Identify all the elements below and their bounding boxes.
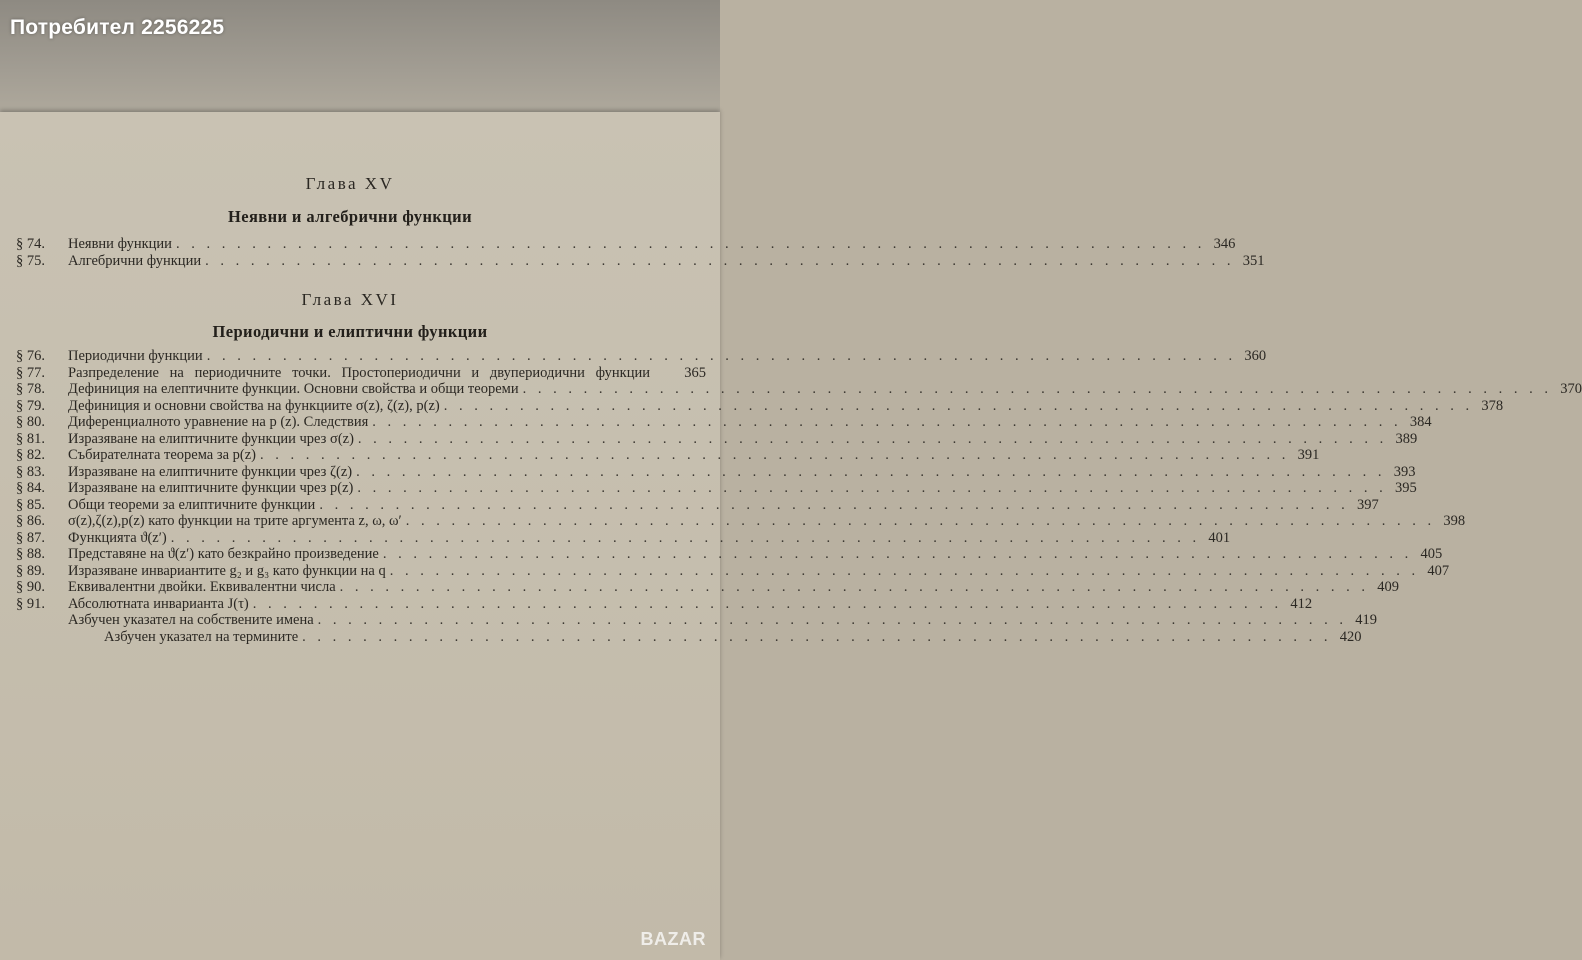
section-number: § 85. bbox=[16, 496, 45, 513]
page-number: 412 bbox=[1290, 595, 1313, 612]
section-title: Диференциалното уравнение на p (z). Следствия bbox=[68, 414, 369, 430]
leader-dots: . . . . . . . . . . . . . . . . . . . . . . . . . . . . . . . . . . . . . . . . . . . . . . . . . . . . . . . . . . . . . . . . . . . . bbox=[260, 447, 1290, 463]
section-title: Изразяване на елиптичните функции чрез σ(z) bbox=[68, 430, 354, 447]
leader-dots: . . . . . . . . . . . . . . . . . . . . . . . . . . . . . . . . . . . . . . . . . . . . . . . . . . . . . . . . . . . . . . . . . . . . bbox=[522, 381, 1552, 397]
book-page bbox=[0, 112, 1582, 960]
section-title: Общи теореми за елиптичните функции bbox=[68, 496, 316, 513]
page-number: 420 bbox=[1339, 628, 1362, 645]
page-number: 391 bbox=[1297, 447, 1320, 463]
leader-dots: . . . . . . . . . . . . . . . . . . . . . . . . . . . . . . . . . . . . . . . . . . . . . . . . . . . . . . . . . . . . . . . . . . . . bbox=[302, 628, 1332, 645]
section-number: § 80. bbox=[16, 414, 45, 430]
section-number: § 84. bbox=[16, 480, 45, 496]
section-title: Абсолютната инварианта J(τ) bbox=[68, 595, 249, 612]
chapter-16-subtitle: Периодични и елиптични функции bbox=[212, 322, 488, 341]
toc-entry bbox=[16, 447, 1320, 464]
leader-dots: . . . . . . . . . . . . . . . . . . . . . . . . . . . . . . . . . . . . . . . . . . . . . . . . . . . . . . . . . . . . . . . . . . . . bbox=[405, 513, 1436, 529]
page-number: 370 bbox=[1560, 381, 1582, 397]
toc-entry bbox=[16, 236, 1236, 253]
page-number: 389 bbox=[1395, 430, 1418, 447]
chapter-15-heading: Глава XV bbox=[305, 174, 395, 193]
site-logo: BAZAR bbox=[640, 929, 706, 949]
section-title: Събирателната теорема за p(z) bbox=[68, 447, 256, 463]
chapter-16-toc bbox=[16, 348, 1582, 645]
leader-dots: . . . . . . . . . . . . . . . . . . . . . . . . . . . . . . . . . . . . . . . . . . . . . . . . . . . . . . . . . . . . . . . . . . . . bbox=[175, 236, 1206, 252]
section-title: Изразяване на елиптичните функции чрез ζ(z) bbox=[68, 463, 353, 480]
page-number: 393 bbox=[1393, 463, 1416, 480]
leader-dots: . . . . . . . . . . . . . . . . . . . . . . . . . . . . . . . . . . . . . . . . . . . . . . . . . . . . . . . . . . . . . . . . . . . . bbox=[443, 397, 1474, 414]
section-number: § 89. bbox=[16, 562, 45, 579]
page-number: 360 bbox=[1244, 348, 1267, 364]
section-title: Представяне на ϑ(z′) като безкрайно произведение bbox=[68, 546, 379, 562]
page-number: 397 bbox=[1356, 496, 1379, 513]
leader-dots: . . . . . . . . . . . . . . . . . . . . . . . . . . . . . . . . . . . . . . . . . . . . . . . . . . . . . . . . . . . . . . . . . . . . bbox=[382, 546, 1413, 562]
section-number: § 79. bbox=[16, 397, 45, 414]
leader-dots: . . . . . . . . . . . . . . . . . . . . . . . . . . . . . . . . . . . . . . . . . . . . . . . . . . . . . . . . . . . . . . . . . . . . bbox=[252, 595, 1283, 612]
toc-entry bbox=[16, 562, 1450, 580]
chapter-16-heading: Глава XVI bbox=[301, 290, 399, 309]
toc-entry bbox=[16, 579, 1400, 596]
section-title: Неявни функции bbox=[68, 236, 172, 252]
leader-dots: . . . . . . . . . . . . . . . . . . . . . . . . . . . . . . . . . . . . . . . . . . . . . . . . . . . . . . . . . . . . . . . . . . . . bbox=[170, 529, 1201, 546]
section-title: Периодични функции bbox=[68, 348, 203, 364]
page-number: 398 bbox=[1443, 513, 1466, 529]
section-number: § 81. bbox=[16, 430, 45, 447]
section-number: § 77. bbox=[16, 364, 45, 381]
page-number: 351 bbox=[1242, 252, 1265, 269]
page-number: 405 bbox=[1420, 546, 1443, 562]
toc-entry bbox=[16, 496, 1379, 514]
user-watermark: Потребител 2256225 bbox=[10, 16, 225, 39]
section-title: Дефиниция на елептичните функции. Основни свойства и общи теореми bbox=[68, 381, 519, 397]
toc-entry bbox=[16, 252, 1265, 270]
page-number: 407 bbox=[1427, 562, 1450, 579]
leader-dots: . . . . . . . . . . . . . . . . . . . . . . . . . . . . . . . . . . . . . . . . . . . . . . . . . . . . . . . . . . . . . . . . . . . . bbox=[317, 612, 1348, 628]
section-title: σ(z),ζ(z),p(z) като функции на трите аргумента z, ω, ω′ bbox=[68, 513, 402, 529]
toc-entry bbox=[16, 365, 706, 382]
section-number: § 78. bbox=[16, 381, 45, 397]
toc-entry bbox=[16, 595, 1313, 613]
section-title: Алгебрични функции bbox=[68, 252, 202, 269]
section-number: § 88. bbox=[16, 546, 45, 562]
index-terms-title: Азбучен указател на термините bbox=[104, 628, 299, 645]
toc-entry-index-terms bbox=[16, 628, 1362, 646]
section-number: § 90. bbox=[16, 579, 45, 595]
leader-dots: . . . . . . . . . . . . . . . . . . . . . . . . . . . . . . . . . . . . . . . . . . . . . . . . . . . . . . . . . . . . . . . . . . . . bbox=[389, 562, 1420, 579]
page-number: 365 bbox=[684, 364, 706, 381]
toc-entry bbox=[16, 513, 1466, 530]
section-title: Разпределение на периодичните точки. Простопериодични и двупериодични функции bbox=[68, 364, 650, 381]
section-title: Еквивалентни двойки. Еквивалентни числа bbox=[68, 579, 336, 595]
leader-dots: . . . . . . . . . . . . . . . . . . . . . . . . . . . . . . . . . . . . . . . . . . . . . . . . . . . . . . . . . . . . . . . . . . . . bbox=[356, 463, 1386, 480]
page-number: 395 bbox=[1394, 480, 1417, 496]
section-number: § 86. bbox=[16, 513, 45, 529]
section-title: Изразяване инвариантите g₂ и g₃ като функции на q bbox=[68, 562, 386, 579]
toc-entry bbox=[16, 414, 1432, 431]
page-number: 419 bbox=[1355, 612, 1378, 628]
toc-entry bbox=[16, 529, 1231, 547]
page-number: 346 bbox=[1213, 236, 1236, 252]
page-number: 378 bbox=[1481, 397, 1504, 414]
toc-entry bbox=[16, 546, 1443, 563]
section-title: Функцията ϑ(z′) bbox=[68, 529, 167, 546]
leader-dots: . . . . . . . . . . . . . . . . . . . . . . . . . . . . . . . . . . . . . . . . . . . . . . . . . . . . . . . . . . . . . . . . . . . . bbox=[357, 480, 1387, 496]
toc-entry bbox=[16, 397, 1504, 415]
leader-dots: . . . . . . . . . . . . . . . . . . . . . . . . . . . . . . . . . . . . . . . . . . . . . . . . . . . . . . . . . . . . . . . . . . . . bbox=[205, 252, 1235, 269]
section-number: § 87. bbox=[16, 529, 45, 546]
section-number: § 76. bbox=[16, 348, 45, 364]
toc-entry bbox=[16, 430, 1418, 448]
leader-dots: . . . . . . . . . . . . . . . . . . . . . . . . . . . . . . . . . . . . . . . . . . . . . . . . . . . . . . . . . . . . . . . . . . . . bbox=[339, 579, 1370, 595]
section-number: § 83. bbox=[16, 463, 45, 480]
leader-dots: . . . . . . . . . . . . . . . . . . . . . . . . . . . . . . . . . . . . . . . . . . . . . . . . . . . . . . . . . . . . . . . . . . . . bbox=[319, 496, 1349, 513]
section-number: § 74. bbox=[16, 236, 45, 252]
chapter-15-subtitle: Неявни и алгебрични функции bbox=[228, 207, 472, 226]
leader-dots: . . . . . . . . . . . . . . . . . . . . . . . . . . . . . . . . . . . . . . . . . . . . . . . . . . . . . . . . . . . . . . . . . . . . bbox=[372, 414, 1402, 430]
toc-entry bbox=[16, 348, 1267, 365]
leader-dots: . . . . . . . . . . . . . . . . . . . . . . . . . . . . . . . . . . . . . . . . . . . . . . . . . . . . . . . . . . . . . . . . . . . . bbox=[357, 430, 1388, 447]
toc-entry-index-names bbox=[16, 612, 1378, 629]
section-number: § 75. bbox=[16, 252, 45, 269]
toc-entry bbox=[16, 381, 1582, 398]
leader-dots: . . . . . . . . . . . . . . . . . . . . . . . . . . . . . . . . . . . . . . . . . . . . . . . . . . . . . . . . . . . . . . . . . . . . bbox=[206, 348, 1237, 364]
page-number: 409 bbox=[1377, 579, 1400, 595]
page-number: 401 bbox=[1208, 529, 1231, 546]
section-number: § 91. bbox=[16, 595, 45, 612]
section-title: Изразяване на елиптичните функции чрез p(z) bbox=[68, 480, 354, 496]
page-number: 384 bbox=[1409, 414, 1432, 430]
toc-entry bbox=[16, 480, 1417, 497]
toc-entry bbox=[16, 463, 1416, 481]
section-number: § 82. bbox=[16, 447, 45, 463]
chapter-15-toc bbox=[16, 236, 1265, 269]
section-title: Дефиниция и основни свойства на функциите σ(z), ζ(z), p(z) bbox=[68, 397, 440, 414]
index-names-title: Азбучен указател на собствените имена bbox=[68, 612, 314, 628]
